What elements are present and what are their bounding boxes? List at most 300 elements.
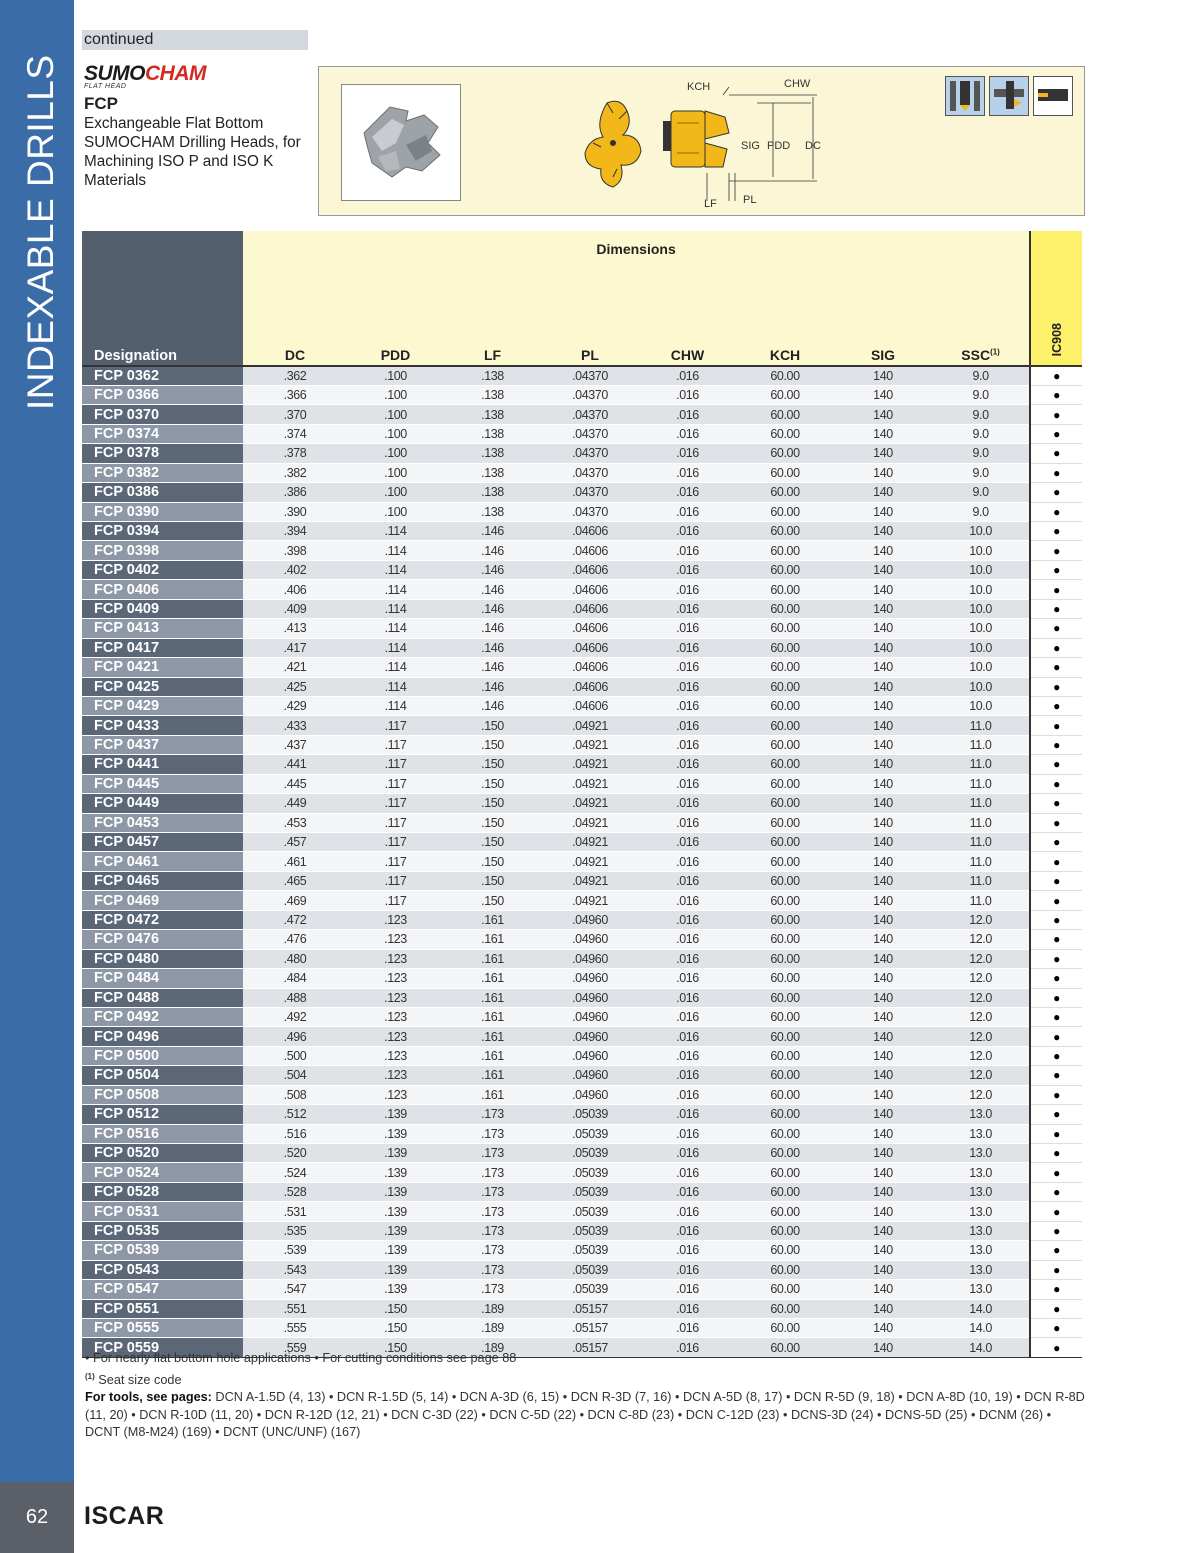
kch-label: KCH	[687, 81, 711, 93]
table-cell: .016	[639, 716, 736, 735]
table-cell: .04606	[541, 696, 639, 715]
dimensions-header: Dimensions	[243, 231, 1030, 331]
table-cell: .161	[444, 1027, 541, 1046]
table-row	[82, 1318, 1082, 1337]
table-cell: .04921	[541, 813, 639, 832]
table-cell: .146	[444, 677, 541, 696]
grade-availability-cell: ●	[1030, 852, 1082, 871]
product-table	[82, 231, 1082, 1358]
designation-cell: FCP 0382	[82, 463, 243, 482]
table-cell: 140	[834, 541, 932, 560]
grade-availability-cell: ●	[1030, 522, 1082, 541]
table-cell: .139	[347, 1144, 444, 1163]
table-row	[82, 794, 1082, 813]
table-cell: 140	[834, 1027, 932, 1046]
table-cell: 60.00	[736, 1085, 834, 1104]
table-cell: .016	[639, 560, 736, 579]
table-cell: 60.00	[736, 1241, 834, 1260]
table-cell: .016	[639, 852, 736, 871]
table-cell: .114	[347, 580, 444, 599]
table-cell: .117	[347, 813, 444, 832]
table-cell: 12.0	[932, 930, 1030, 949]
table-row	[82, 1280, 1082, 1299]
table-cell: .139	[347, 1182, 444, 1201]
table-cell: .150	[347, 1318, 444, 1337]
table-cell: .469	[243, 891, 347, 910]
grade-availability-cell: ●	[1030, 638, 1082, 657]
table-cell: 11.0	[932, 774, 1030, 793]
table-cell: .016	[639, 833, 736, 852]
table-cell: .016	[639, 580, 736, 599]
table-cell: .016	[639, 366, 736, 385]
table-cell: 11.0	[932, 852, 1030, 871]
table-cell: 13.0	[932, 1182, 1030, 1201]
table-cell: .016	[639, 696, 736, 715]
grade-availability-cell: ●	[1030, 930, 1082, 949]
table-cell: 140	[834, 502, 932, 521]
table-cell: .05039	[541, 1241, 639, 1260]
column-header-chw: CHW	[639, 331, 736, 366]
table-cell: .531	[243, 1202, 347, 1221]
table-row	[82, 599, 1082, 618]
table-cell: .150	[444, 794, 541, 813]
table-cell: 140	[834, 794, 932, 813]
table-cell: .016	[639, 1241, 736, 1260]
table-cell: 60.00	[736, 483, 834, 502]
grade-availability-cell: ●	[1030, 1105, 1082, 1124]
table-cell: .402	[243, 560, 347, 579]
grade-availability-cell: ●	[1030, 444, 1082, 463]
designation-cell: FCP 0390	[82, 502, 243, 521]
table-cell: 140	[834, 1085, 932, 1104]
table-cell: .016	[639, 1105, 736, 1124]
drilling-application-icon	[945, 76, 985, 116]
table-cell: .173	[444, 1105, 541, 1124]
table-cell: .04921	[541, 755, 639, 774]
product-description: Exchangeable Flat Bottom SUMOCHAM Drilling Heads, for Machining ISO P and ISO K Materials	[84, 115, 301, 189]
grade-availability-cell: ●	[1030, 696, 1082, 715]
table-cell: .04606	[541, 677, 639, 696]
table-cell: .476	[243, 930, 347, 949]
grade-availability-cell: ●	[1030, 1144, 1082, 1163]
designation-cell: FCP 0480	[82, 949, 243, 968]
table-cell: .461	[243, 852, 347, 871]
table-cell: 13.0	[932, 1202, 1030, 1221]
designation-cell: FCP 0508	[82, 1085, 243, 1104]
table-cell: 140	[834, 385, 932, 404]
chw-label: CHW	[784, 78, 811, 90]
table-cell: 60.00	[736, 1299, 834, 1318]
table-cell: .386	[243, 483, 347, 502]
table-cell: .547	[243, 1280, 347, 1299]
table-cell: 11.0	[932, 716, 1030, 735]
table-cell: 10.0	[932, 677, 1030, 696]
table-cell: 10.0	[932, 658, 1030, 677]
table-cell: 140	[834, 463, 932, 482]
table-cell: .543	[243, 1260, 347, 1279]
table-cell: .117	[347, 755, 444, 774]
table-cell: 12.0	[932, 1066, 1030, 1085]
table-cell: 60.00	[736, 677, 834, 696]
table-cell: .016	[639, 813, 736, 832]
table-cell: 140	[834, 988, 932, 1007]
grade-availability-cell: ●	[1030, 755, 1082, 774]
table-cell: 9.0	[932, 405, 1030, 424]
table-cell: .016	[639, 871, 736, 890]
table-cell: 140	[834, 1280, 932, 1299]
table-cell: .016	[639, 522, 736, 541]
table-cell: 60.00	[736, 1027, 834, 1046]
table-cell: 13.0	[932, 1124, 1030, 1143]
table-cell: .421	[243, 658, 347, 677]
grade-label: IC908	[1049, 322, 1064, 356]
table-cell: .496	[243, 1027, 347, 1046]
table-cell: .117	[347, 891, 444, 910]
table-cell: 10.0	[932, 580, 1030, 599]
designation-cell: FCP 0516	[82, 1124, 243, 1143]
grade-availability-cell: ●	[1030, 424, 1082, 443]
table-cell: .161	[444, 1066, 541, 1085]
table-cell: 140	[834, 522, 932, 541]
table-cell: 10.0	[932, 599, 1030, 618]
table-cell: 14.0	[932, 1338, 1030, 1357]
table-cell: .453	[243, 813, 347, 832]
table-cell: .480	[243, 949, 347, 968]
table-cell: .429	[243, 696, 347, 715]
table-cell: .05039	[541, 1280, 639, 1299]
table-cell: 60.00	[736, 541, 834, 560]
designation-cell: FCP 0413	[82, 619, 243, 638]
table-cell: 12.0	[932, 969, 1030, 988]
table-cell: 60.00	[736, 405, 834, 424]
table-row	[82, 405, 1082, 424]
grade-availability-cell: ●	[1030, 1338, 1082, 1357]
table-cell: 9.0	[932, 444, 1030, 463]
table-cell: .378	[243, 444, 347, 463]
table-cell: .508	[243, 1085, 347, 1104]
table-cell: 140	[834, 658, 932, 677]
table-row	[82, 1241, 1082, 1260]
table-cell: .04606	[541, 599, 639, 618]
designation-cell: FCP 0520	[82, 1144, 243, 1163]
table-cell: .512	[243, 1105, 347, 1124]
table-cell: 140	[834, 755, 932, 774]
table-row	[82, 541, 1082, 560]
table-cell: 140	[834, 891, 932, 910]
table-cell: .04960	[541, 1027, 639, 1046]
table-cell: .04960	[541, 930, 639, 949]
table-cell: .117	[347, 735, 444, 754]
table-cell: .528	[243, 1182, 347, 1201]
table-cell: .138	[444, 463, 541, 482]
table-cell: .139	[347, 1260, 444, 1279]
table-cell: .016	[639, 502, 736, 521]
table-cell: 140	[834, 930, 932, 949]
table-cell: 12.0	[932, 949, 1030, 968]
grade-availability-cell: ●	[1030, 1280, 1082, 1299]
table-cell: 13.0	[932, 1241, 1030, 1260]
table-cell: 60.00	[736, 833, 834, 852]
table-cell: 60.00	[736, 1318, 834, 1337]
table-cell: .04921	[541, 891, 639, 910]
table-cell: .114	[347, 677, 444, 696]
table-cell: .394	[243, 522, 347, 541]
designation-cell: FCP 0476	[82, 930, 243, 949]
table-cell: .139	[347, 1105, 444, 1124]
table-cell: 60.00	[736, 638, 834, 657]
table-row	[82, 560, 1082, 579]
table-cell: 60.00	[736, 599, 834, 618]
table-cell: 13.0	[932, 1221, 1030, 1240]
table-cell: .413	[243, 619, 347, 638]
designation-cell: FCP 0398	[82, 541, 243, 560]
table-cell: .173	[444, 1124, 541, 1143]
table-cell: 12.0	[932, 1046, 1030, 1065]
table-cell: 60.00	[736, 424, 834, 443]
table-cell: .04370	[541, 502, 639, 521]
table-cell: .05157	[541, 1338, 639, 1357]
grade-availability-cell: ●	[1030, 1318, 1082, 1337]
table-cell: .138	[444, 366, 541, 385]
table-cell: 140	[834, 638, 932, 657]
table-cell: .04370	[541, 405, 639, 424]
grade-availability-cell: ●	[1030, 969, 1082, 988]
table-cell: .138	[444, 424, 541, 443]
table-row	[82, 910, 1082, 929]
table-cell: 140	[834, 1163, 932, 1182]
table-row	[82, 871, 1082, 890]
table-cell: 140	[834, 1299, 932, 1318]
table-cell: .100	[347, 424, 444, 443]
table-cell: 60.00	[736, 716, 834, 735]
table-cell: 60.00	[736, 463, 834, 482]
table-cell: 10.0	[932, 522, 1030, 541]
table-cell: 10.0	[932, 696, 1030, 715]
table-row	[82, 483, 1082, 502]
table-cell: 9.0	[932, 463, 1030, 482]
table-cell: 11.0	[932, 813, 1030, 832]
table-cell: .457	[243, 833, 347, 852]
table-cell: .138	[444, 502, 541, 521]
grade-availability-cell: ●	[1030, 1066, 1082, 1085]
table-cell: 60.00	[736, 1066, 834, 1085]
designation-cell: FCP 0394	[82, 522, 243, 541]
tools-list: DCN A-1.5D (4, 13) • DCN R-1.5D (5, 14) • DCN A-3D (6, 15) • DCN R-3D (7, 16) • DCN A-5D (8, 17) • DCN R-5D (9, 18) • DCN A-8D (10, 19) • DCN R-8D (11, 20) • DCN R-10D (11, 20) • DCN R-12D (12, 21) • DCN C-3D (22) • DCN C-5D (22) • DCN C-8D (23) • DCN C-12D (23) • DCNS-3D (24) • DCNS-5D (25) • DCNM (26) • DCNT (M8-M24) (169) • DCNT (UNC/UNF) (167)	[85, 1390, 1085, 1440]
grade-availability-cell: ●	[1030, 366, 1082, 385]
grade-availability-cell: ●	[1030, 1007, 1082, 1026]
lf-label: LF	[704, 198, 717, 210]
table-cell: 140	[834, 483, 932, 502]
grade-availability-cell: ●	[1030, 619, 1082, 638]
table-cell: .016	[639, 1318, 736, 1337]
table-cell: .406	[243, 580, 347, 599]
table-cell: .138	[444, 483, 541, 502]
table-cell: 140	[834, 1221, 932, 1240]
table-cell: 11.0	[932, 833, 1030, 852]
table-row	[82, 949, 1082, 968]
table-cell: .123	[347, 1046, 444, 1065]
table-row	[82, 1202, 1082, 1221]
table-row	[82, 463, 1082, 482]
grade-availability-cell: ●	[1030, 1027, 1082, 1046]
table-cell: 140	[834, 1338, 932, 1357]
table-cell: 140	[834, 833, 932, 852]
designation-cell: FCP 0488	[82, 988, 243, 1007]
table-cell: .016	[639, 735, 736, 754]
table-cell: 140	[834, 677, 932, 696]
table-cell: 60.00	[736, 1163, 834, 1182]
table-cell: .05039	[541, 1221, 639, 1240]
logo-text-cham: CHAM	[145, 62, 206, 85]
table-cell: .04370	[541, 385, 639, 404]
designation-cell: FCP 0528	[82, 1182, 243, 1201]
table-cell: .016	[639, 891, 736, 910]
table-cell: 60.00	[736, 813, 834, 832]
table-cell: .016	[639, 1221, 736, 1240]
table-cell: .173	[444, 1182, 541, 1201]
table-cell: 140	[834, 424, 932, 443]
continued-label: continued	[82, 30, 308, 50]
table-cell: .04960	[541, 1007, 639, 1026]
grade-header	[1030, 231, 1082, 366]
grade-availability-cell: ●	[1030, 385, 1082, 404]
table-cell: 60.00	[736, 560, 834, 579]
table-cell: 60.00	[736, 385, 834, 404]
grade-availability-cell: ●	[1030, 988, 1082, 1007]
designation-cell: FCP 0535	[82, 1221, 243, 1240]
table-row	[82, 444, 1082, 463]
table-cell: .382	[243, 463, 347, 482]
grade-availability-cell: ●	[1030, 1124, 1082, 1143]
table-cell: 9.0	[932, 385, 1030, 404]
table-cell: .150	[444, 716, 541, 735]
table-cell: 60.00	[736, 794, 834, 813]
table-cell: .139	[347, 1221, 444, 1240]
turning-application-icon	[1033, 76, 1073, 116]
table-cell: 60.00	[736, 1202, 834, 1221]
grade-availability-cell: ●	[1030, 735, 1082, 754]
designation-cell: FCP 0441	[82, 755, 243, 774]
table-cell: .05039	[541, 1105, 639, 1124]
table-row	[82, 852, 1082, 871]
table-cell: .173	[444, 1163, 541, 1182]
table-cell: 140	[834, 1260, 932, 1279]
table-cell: .016	[639, 1260, 736, 1279]
table-cell: 60.00	[736, 1124, 834, 1143]
table-cell: .114	[347, 619, 444, 638]
table-cell: .100	[347, 502, 444, 521]
designation-cell: FCP 0484	[82, 969, 243, 988]
table-cell: .04606	[541, 658, 639, 677]
designation-cell: FCP 0461	[82, 852, 243, 871]
table-cell: .370	[243, 405, 347, 424]
grade-availability-cell: ●	[1030, 560, 1082, 579]
table-cell: .150	[444, 735, 541, 754]
table-row	[82, 1124, 1082, 1143]
table-cell: .117	[347, 852, 444, 871]
table-row	[82, 424, 1082, 443]
table-cell: .114	[347, 541, 444, 560]
table-cell: .100	[347, 444, 444, 463]
table-cell: 12.0	[932, 910, 1030, 929]
table-cell: 60.00	[736, 1105, 834, 1124]
table-cell: .146	[444, 599, 541, 618]
table-cell: .016	[639, 1046, 736, 1065]
designation-cell: FCP 0409	[82, 599, 243, 618]
table-cell: 140	[834, 1182, 932, 1201]
table-cell: 60.00	[736, 774, 834, 793]
table-cell: .05039	[541, 1144, 639, 1163]
table-cell: 12.0	[932, 1027, 1030, 1046]
grade-availability-cell: ●	[1030, 716, 1082, 735]
table-cell: .016	[639, 1144, 736, 1163]
table-cell: 13.0	[932, 1163, 1030, 1182]
grade-availability-cell: ●	[1030, 813, 1082, 832]
designation-cell: FCP 0453	[82, 813, 243, 832]
grade-availability-cell: ●	[1030, 1260, 1082, 1279]
table-cell: .189	[444, 1318, 541, 1337]
grade-availability-cell: ●	[1030, 891, 1082, 910]
table-cell: .551	[243, 1299, 347, 1318]
table-cell: .04960	[541, 988, 639, 1007]
table-cell: 140	[834, 696, 932, 715]
table-cell: .146	[444, 696, 541, 715]
pl-label: PL	[743, 194, 757, 206]
table-cell: .123	[347, 988, 444, 1007]
table-cell: 9.0	[932, 483, 1030, 502]
column-header-kch: KCH	[736, 331, 834, 366]
grade-availability-cell: ●	[1030, 1046, 1082, 1065]
table-cell: .04606	[541, 522, 639, 541]
table-cell: 60.00	[736, 910, 834, 929]
designation-header: Designation	[82, 231, 243, 366]
designation-cell: FCP 0500	[82, 1046, 243, 1065]
table-cell: .016	[639, 1124, 736, 1143]
footnotes	[85, 1350, 1085, 1442]
table-cell: 60.00	[736, 852, 834, 871]
table-cell: 140	[834, 366, 932, 385]
table-cell: .04370	[541, 424, 639, 443]
table-cell: .150	[444, 852, 541, 871]
table-row	[82, 385, 1082, 404]
table-cell: .524	[243, 1163, 347, 1182]
table-cell: .146	[444, 522, 541, 541]
table-cell: 11.0	[932, 871, 1030, 890]
designation-cell: FCP 0386	[82, 483, 243, 502]
table-row	[82, 638, 1082, 657]
column-header-ssc: SSC$^{(1)}$	[932, 331, 1030, 366]
table-cell: .016	[639, 1163, 736, 1182]
table-cell: .173	[444, 1241, 541, 1260]
table-cell: .445	[243, 774, 347, 793]
column-header-lf: LF	[444, 331, 541, 366]
table-cell: 11.0	[932, 755, 1030, 774]
table-cell: 60.00	[736, 580, 834, 599]
designation-cell: FCP 0512	[82, 1105, 243, 1124]
grade-availability-cell: ●	[1030, 677, 1082, 696]
table-cell: .016	[639, 1202, 736, 1221]
grade-availability-cell: ●	[1030, 541, 1082, 560]
table-row	[82, 1046, 1082, 1065]
table-cell: .138	[444, 385, 541, 404]
table-cell: 9.0	[932, 366, 1030, 385]
table-cell: 140	[834, 1318, 932, 1337]
technical-diagram	[318, 66, 1085, 216]
table-row	[82, 716, 1082, 735]
table-cell: 14.0	[932, 1299, 1030, 1318]
table-cell: 11.0	[932, 794, 1030, 813]
table-cell: .117	[347, 794, 444, 813]
